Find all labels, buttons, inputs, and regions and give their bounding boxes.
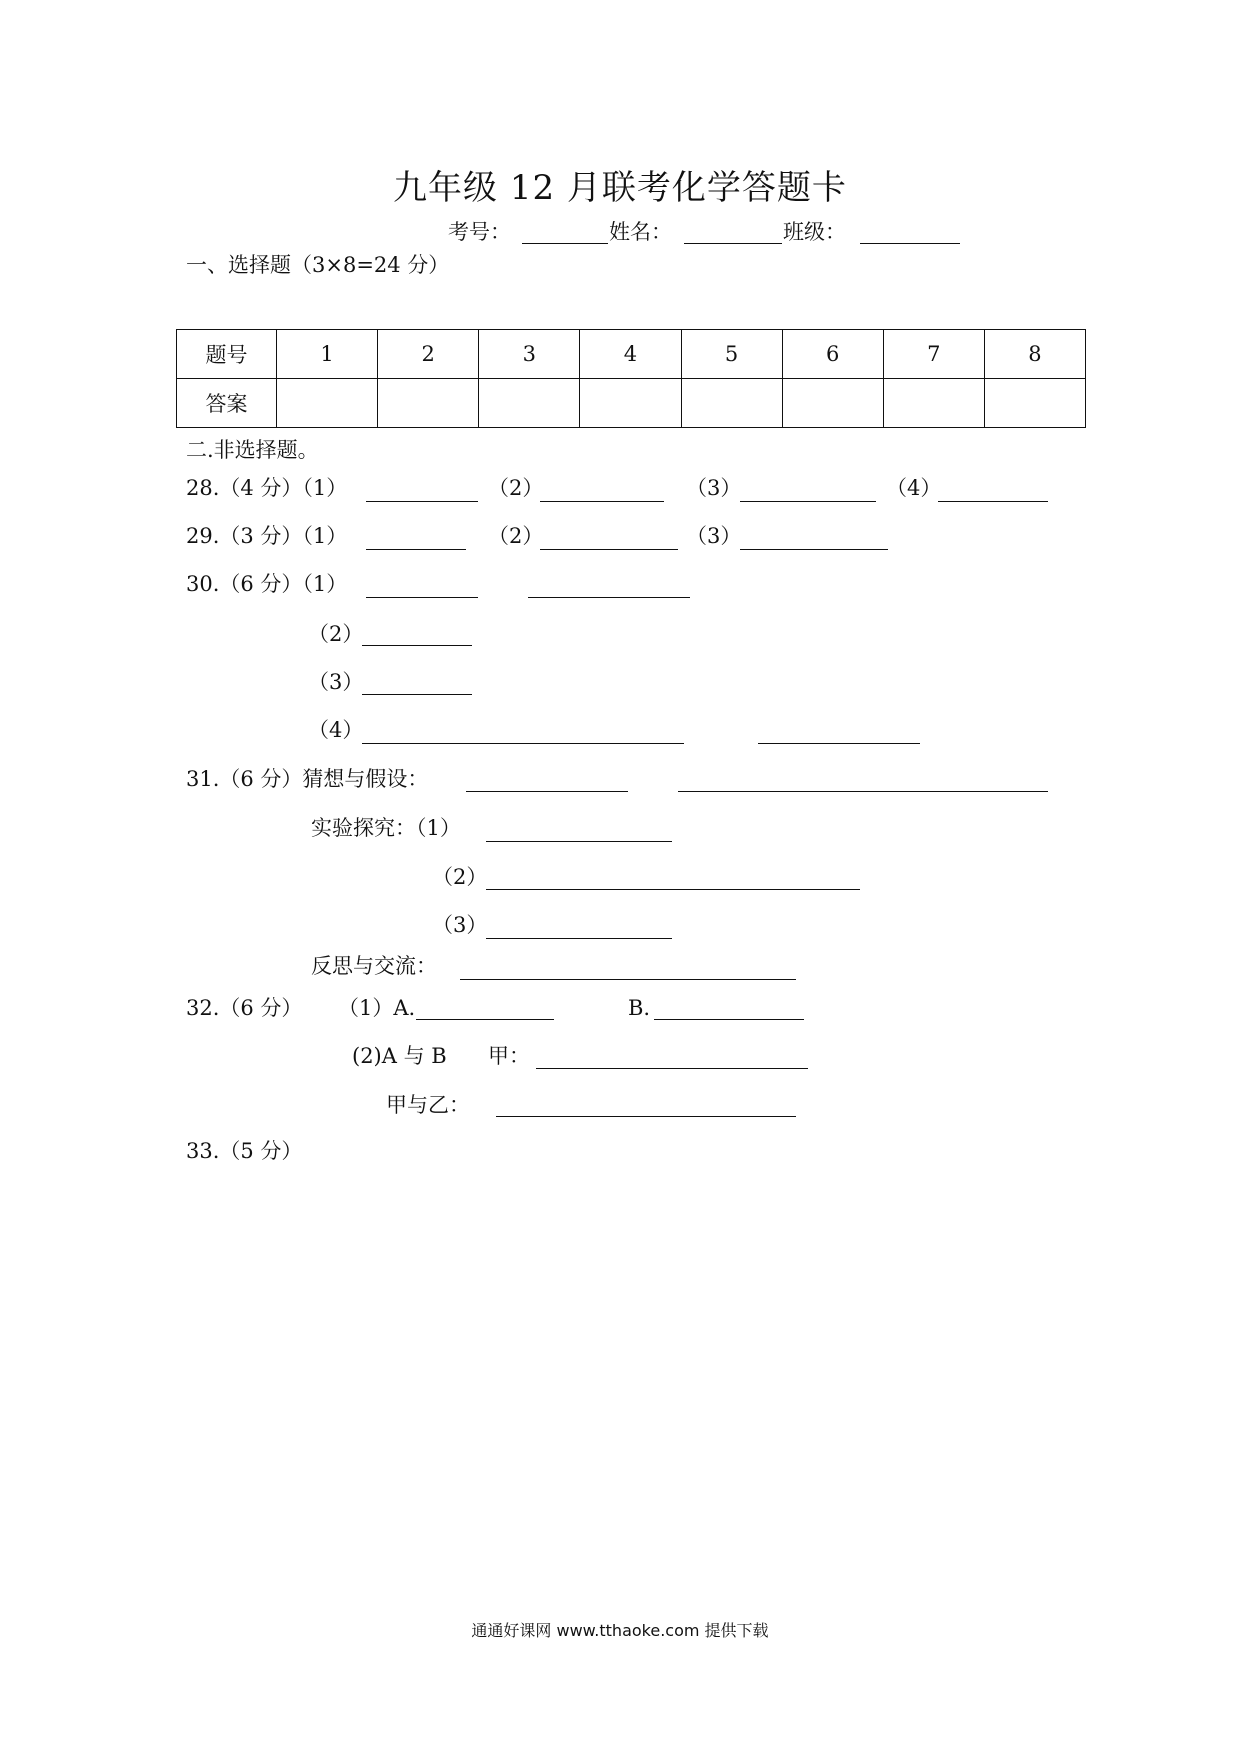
q32-jia-label: 甲： bbox=[488, 1044, 530, 1068]
question-number: 8 bbox=[984, 330, 1085, 379]
name-label: 姓名： bbox=[609, 220, 672, 244]
page-title: 九年级 12 月联考化学答题卡 bbox=[393, 168, 847, 208]
section1-title: 一、选择题（3×8=24 分） bbox=[186, 253, 450, 277]
name-blank[interactable] bbox=[684, 243, 782, 244]
question-number: 5 bbox=[681, 330, 782, 379]
question-number: 2 bbox=[378, 330, 479, 379]
q31-reflect-label: 反思与交流： bbox=[311, 954, 437, 978]
q30-blank-1b[interactable] bbox=[528, 597, 690, 598]
q32-head: 32.（6 分） bbox=[186, 996, 303, 1020]
answer-cell[interactable] bbox=[277, 379, 378, 428]
question-number: 6 bbox=[782, 330, 883, 379]
table-row bbox=[177, 330, 1086, 379]
q31-part2: （2） bbox=[432, 865, 488, 889]
q28-blank-2[interactable] bbox=[540, 501, 664, 502]
q29-head: 29.（3 分）（1） bbox=[186, 524, 348, 548]
answer-cell[interactable] bbox=[580, 379, 681, 428]
q30-head: 30.（6 分）（1） bbox=[186, 572, 348, 596]
q30-blank-2[interactable] bbox=[362, 645, 472, 646]
q32-part1-b: B. bbox=[628, 996, 651, 1020]
q32-jiayi-label: 甲与乙： bbox=[386, 1093, 470, 1117]
q29-part3: （3） bbox=[686, 524, 742, 548]
q30-blank-3[interactable] bbox=[362, 694, 472, 695]
q28-part4: （4） bbox=[886, 476, 942, 500]
table-row bbox=[177, 379, 1086, 428]
exam-no-blank[interactable] bbox=[522, 243, 608, 244]
q29-part2: （2） bbox=[488, 524, 544, 548]
q31-part3: （3） bbox=[432, 913, 488, 937]
q28-blank-1[interactable] bbox=[366, 501, 478, 502]
q32-blank-jiayi[interactable] bbox=[496, 1116, 796, 1117]
q29-blank-2[interactable] bbox=[540, 549, 678, 550]
answer-cell[interactable] bbox=[984, 379, 1085, 428]
q28-head: 28.（4 分）（1） bbox=[186, 476, 348, 500]
q32-blank-b[interactable] bbox=[654, 1019, 804, 1020]
q30-part2: （2） bbox=[308, 622, 364, 646]
question-number: 7 bbox=[883, 330, 984, 379]
q31-blank-reflect[interactable] bbox=[460, 979, 796, 980]
question-number: 4 bbox=[580, 330, 681, 379]
answer-cell[interactable] bbox=[883, 379, 984, 428]
q28-part2: （2） bbox=[488, 476, 544, 500]
q31-head: 31.（6 分）猜想与假设： bbox=[186, 767, 429, 791]
q31-blank-exp-3[interactable] bbox=[486, 938, 672, 939]
answer-table bbox=[176, 329, 1086, 428]
row-label-question: 题号 bbox=[177, 330, 277, 379]
q32-part1-a: （1）A. bbox=[338, 996, 416, 1020]
q28-part3: （3） bbox=[686, 476, 742, 500]
section2-title: 二.非选择题。 bbox=[186, 438, 319, 462]
q32-blank-jia[interactable] bbox=[536, 1068, 808, 1069]
q31-experiment-label: 实验探究：（1） bbox=[311, 816, 461, 840]
q31-blank-exp-2[interactable] bbox=[486, 889, 860, 890]
row-label-answer: 答案 bbox=[177, 379, 277, 428]
answer-cell[interactable] bbox=[378, 379, 479, 428]
answer-cell[interactable] bbox=[782, 379, 883, 428]
q31-blank-exp-1[interactable] bbox=[486, 841, 672, 842]
question-number: 3 bbox=[479, 330, 580, 379]
q28-blank-4[interactable] bbox=[938, 501, 1048, 502]
q29-blank-3[interactable] bbox=[740, 549, 888, 550]
footer-text: 通通好课网 www.tthaoke.com 提供下载 bbox=[471, 1621, 769, 1640]
q31-blank-hypothesis-a[interactable] bbox=[466, 791, 628, 792]
question-number: 1 bbox=[277, 330, 378, 379]
q30-blank-4b[interactable] bbox=[758, 743, 920, 744]
q31-blank-hypothesis-b[interactable] bbox=[678, 791, 1048, 792]
q30-part3: （3） bbox=[308, 670, 364, 694]
answer-cell[interactable] bbox=[681, 379, 782, 428]
q32-blank-a[interactable] bbox=[416, 1019, 554, 1020]
q29-blank-1[interactable] bbox=[366, 549, 466, 550]
q30-blank-1a[interactable] bbox=[366, 597, 478, 598]
q30-part4: （4） bbox=[308, 718, 364, 742]
q30-blank-4a[interactable] bbox=[362, 743, 684, 744]
answer-cell[interactable] bbox=[479, 379, 580, 428]
class-label: 班级： bbox=[783, 220, 846, 244]
q33-head: 33.（5 分） bbox=[186, 1139, 303, 1163]
class-blank[interactable] bbox=[860, 243, 960, 244]
q32-part2: (2)A 与 B bbox=[352, 1044, 447, 1068]
exam-no-label: 考号： bbox=[448, 220, 511, 244]
q28-blank-3[interactable] bbox=[740, 501, 876, 502]
